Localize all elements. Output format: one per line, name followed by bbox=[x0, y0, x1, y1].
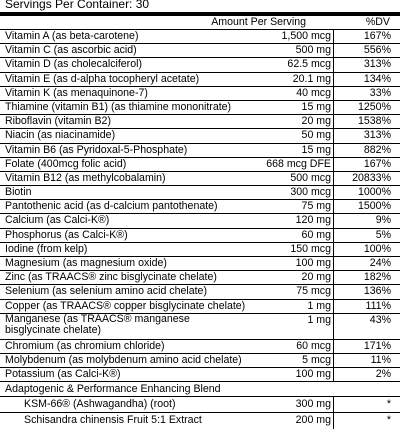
nutrient-dv: 1000% bbox=[358, 186, 391, 199]
nutrient-dv: 171% bbox=[363, 339, 391, 352]
column-header bbox=[0, 16, 400, 29]
column-divider bbox=[333, 158, 334, 172]
nutrient-dv: 20833% bbox=[352, 171, 391, 184]
column-divider bbox=[333, 58, 334, 72]
nutrient-row bbox=[0, 200, 400, 214]
nutrient-name: Magnesium (as magnesium oxide) bbox=[5, 257, 167, 269]
nutrient-amount: 500 mg bbox=[295, 44, 331, 57]
nutrient-row bbox=[0, 186, 400, 200]
nutrient-dv: 313% bbox=[363, 58, 391, 71]
nutrient-dv: 136% bbox=[363, 285, 391, 298]
nutrient-row bbox=[0, 44, 400, 58]
column-divider bbox=[333, 314, 334, 340]
nutrient-row bbox=[0, 271, 400, 285]
dv-header: %DV bbox=[365, 16, 390, 28]
nutrient-row bbox=[0, 314, 400, 340]
blend-ingredient-dv: * bbox=[386, 414, 391, 427]
nutrient-amount: 20 mg bbox=[301, 271, 331, 284]
nutrient-name: Chromium (as chromium chloride) bbox=[5, 339, 165, 352]
blend-title-row bbox=[0, 382, 400, 397]
nutrient-dv: 9% bbox=[375, 214, 391, 227]
nutrient-row bbox=[0, 30, 400, 44]
nutrient-row bbox=[0, 354, 400, 368]
nutrient-dv: 167% bbox=[363, 30, 391, 42]
nutrient-name: Vitamin D (as cholecalciferol) bbox=[5, 58, 142, 71]
column-divider bbox=[333, 87, 334, 101]
blend-row bbox=[0, 413, 400, 428]
nutrient-amount: 75 mg bbox=[301, 200, 331, 213]
nutrient-amount: 62.5 mcg bbox=[287, 58, 331, 71]
nutrient-row bbox=[0, 129, 400, 143]
column-divider bbox=[333, 44, 334, 58]
nutrient-row bbox=[0, 144, 400, 158]
blend-ingredient-amount: 300 mg bbox=[295, 398, 331, 411]
nutrient-amount: 300 mcg bbox=[290, 186, 331, 199]
nutrient-name: Vitamin A (as beta-carotene) bbox=[5, 30, 139, 42]
column-divider bbox=[333, 129, 334, 143]
blend-ingredient-name: KSM-66® (Ashwagandha) (root) bbox=[24, 398, 176, 411]
nutrient-name: Riboflavin (vitamin B2) bbox=[5, 115, 111, 128]
blend-ingredient-amount: 200 mg bbox=[295, 414, 331, 427]
nutrient-row bbox=[0, 158, 400, 172]
nutrient-table bbox=[0, 29, 400, 428]
nutrient-name: Vitamin B12 (as methylcobalamin) bbox=[5, 171, 166, 184]
nutrient-name: Vitamin E (as d-alpha tocopheryl acetate) bbox=[5, 72, 200, 85]
nutrient-amount: 1 mg bbox=[307, 313, 331, 326]
nutrient-amount: 1 mg bbox=[307, 299, 331, 312]
column-divider bbox=[333, 354, 334, 368]
nutrient-dv: 5% bbox=[375, 228, 391, 241]
nutrient-dv: 2% bbox=[375, 368, 391, 381]
nutrient-amount: 150 mcg bbox=[290, 242, 331, 255]
nutrient-row bbox=[0, 73, 400, 87]
nutrient-dv: 1250% bbox=[358, 100, 391, 113]
nutrient-name: Biotin bbox=[5, 186, 32, 199]
nutrient-name: Iodine (from kelp) bbox=[5, 242, 88, 255]
nutrient-dv: 33% bbox=[369, 86, 391, 99]
column-divider bbox=[333, 271, 334, 285]
column-divider bbox=[333, 257, 334, 271]
nutrient-amount: 60 mg bbox=[301, 228, 331, 241]
nutrient-row bbox=[0, 257, 400, 271]
column-divider bbox=[333, 243, 334, 257]
nutrient-name: Calcium (as Calci-K®) bbox=[5, 214, 110, 227]
nutrient-amount: 668 mcg DFE bbox=[266, 157, 331, 170]
nutrient-amount: 100 mg bbox=[295, 368, 331, 381]
nutrient-row bbox=[0, 229, 400, 243]
nutrient-name: Vitamin C (as ascorbic acid) bbox=[5, 44, 137, 57]
column-divider bbox=[333, 413, 334, 429]
nutrient-row bbox=[0, 368, 400, 382]
nutrient-dv: 556% bbox=[363, 44, 391, 57]
nutrient-row bbox=[0, 300, 400, 314]
nutrient-row bbox=[0, 58, 400, 72]
column-divider bbox=[333, 368, 334, 382]
nutrient-dv: 313% bbox=[363, 129, 391, 142]
column-divider bbox=[333, 285, 334, 299]
nutrient-dv: 111% bbox=[365, 299, 391, 312]
nutrient-name: Potassium (as Calci-K®) bbox=[5, 368, 121, 381]
column-divider bbox=[333, 186, 334, 200]
column-divider bbox=[333, 340, 334, 354]
nutrient-row bbox=[0, 285, 400, 299]
nutrient-name: Copper (as TRAACS® copper bisglycinate chelate) bbox=[5, 299, 246, 312]
nutrient-amount: 60 mcg bbox=[296, 339, 331, 352]
nutrient-dv: 11% bbox=[370, 353, 391, 366]
column-divider bbox=[333, 30, 334, 44]
nutrient-row bbox=[0, 214, 400, 228]
column-divider bbox=[333, 229, 334, 243]
blend-title: Adaptogenic & Performance Enhancing Blend bbox=[5, 383, 221, 396]
nutrient-amount: 100 mg bbox=[295, 257, 331, 269]
column-divider bbox=[333, 73, 334, 87]
amount-header: Amount Per Serving bbox=[211, 16, 306, 28]
nutrient-dv: 882% bbox=[363, 143, 391, 156]
column-divider bbox=[333, 101, 334, 115]
nutrient-amount: 15 mg bbox=[301, 100, 331, 113]
nutrient-dv: 1538% bbox=[358, 115, 391, 128]
nutrient-amount: 40 mcg bbox=[296, 86, 331, 99]
nutrient-amount: 75 mcg bbox=[296, 285, 331, 298]
nutrient-dv: 24% bbox=[369, 257, 391, 269]
nutrient-name: Thiamine (vitamin B1) (as thiamine mononitrate) bbox=[5, 100, 232, 113]
nutrient-dv: 100% bbox=[363, 242, 391, 255]
nutrient-dv: 134% bbox=[363, 72, 391, 85]
nutrient-name: Folate (400mcg folic acid) bbox=[5, 157, 127, 170]
nutrient-row bbox=[0, 243, 400, 257]
column-divider bbox=[333, 200, 334, 214]
nutrient-amount: 5 mcg bbox=[302, 353, 331, 366]
nutrient-row bbox=[0, 87, 400, 101]
nutrient-row bbox=[0, 101, 400, 115]
nutrient-name: Manganese (as TRAACS® manganese bisglycinate chelate) bbox=[5, 312, 190, 337]
nutrient-amount: 15 mg bbox=[301, 143, 331, 156]
blend-ingredient-dv: * bbox=[386, 398, 391, 411]
nutrient-row bbox=[0, 115, 400, 129]
column-divider bbox=[333, 214, 334, 228]
nutrient-name: Zinc (as TRAACS® zinc bisglycinate chelate) bbox=[5, 271, 217, 284]
nutrient-amount: 50 mg bbox=[301, 129, 331, 142]
nutrient-name: Pantothenic acid (as d-calcium pantothenate) bbox=[5, 200, 218, 213]
nutrient-dv: 182% bbox=[363, 271, 391, 284]
servings-per-container: Servings Per Container: 30 bbox=[5, 0, 150, 11]
nutrient-amount: 500 mcg bbox=[290, 171, 331, 184]
nutrient-row bbox=[0, 172, 400, 186]
column-divider bbox=[333, 172, 334, 186]
nutrient-name: Vitamin K (as menaquinone-7) bbox=[5, 86, 148, 99]
column-divider bbox=[333, 144, 334, 158]
nutrient-amount: 120 mg bbox=[295, 214, 331, 227]
nutrient-name: Niacin (as niacinamide) bbox=[5, 129, 116, 142]
column-divider bbox=[333, 115, 334, 129]
nutrient-amount: 20 mg bbox=[301, 115, 331, 128]
nutrient-amount: 20.1 mg bbox=[292, 72, 331, 85]
nutrient-name: Selenium (as selenium amino acid chelate) bbox=[5, 285, 207, 298]
nutrient-name: Vitamin B6 (as Pyridoxal-5-Phosphate) bbox=[5, 143, 188, 156]
nutrient-name: Molybdenum (as molybdenum amino acid chelate) bbox=[5, 353, 242, 366]
column-divider bbox=[333, 300, 334, 314]
nutrient-dv: 43% bbox=[369, 313, 391, 326]
nutrient-dv: 1500% bbox=[358, 200, 391, 213]
nutrient-dv: 167% bbox=[363, 157, 391, 170]
nutrient-row bbox=[0, 340, 400, 354]
blend-ingredient-name: Schisandra chinensis Fruit 5:1 Extract bbox=[24, 414, 202, 427]
nutrient-name: Phosphorus (as Calci-K®) bbox=[5, 228, 128, 241]
nutrient-amount: 1,500 mcg bbox=[281, 30, 331, 42]
